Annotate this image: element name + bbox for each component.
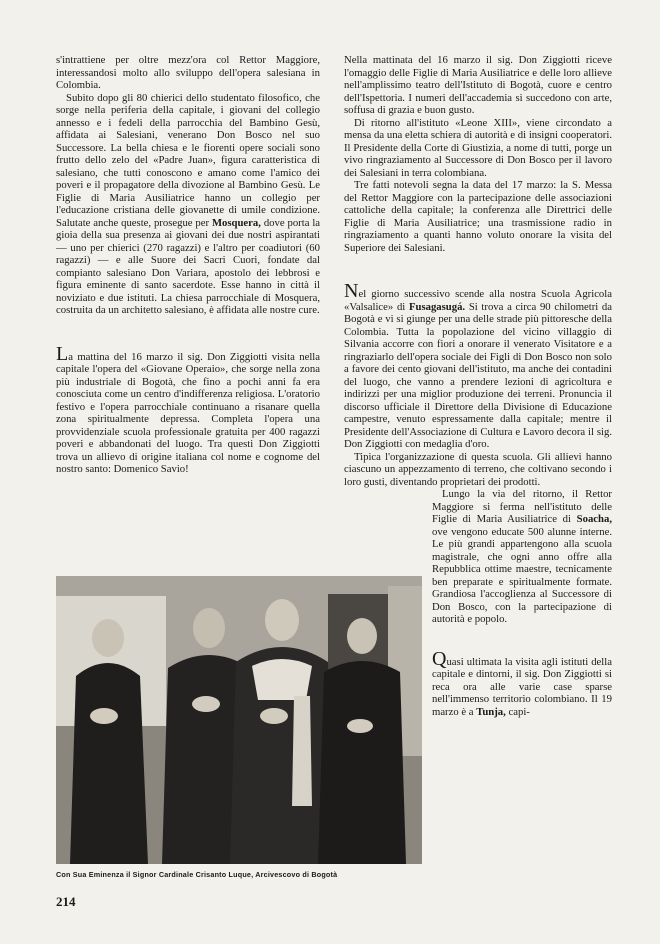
text: uasi ultimata la visita agli istituti della capitale e dintorni, il sig. Don Ziggiotti si reca ora alle varie case sparse nell'immenso territorio colombiano. Il 19 marzo è a [432,655,612,718]
paragraph: s'intrattiene per oltre mezz'ora col Rettor Maggiore, interessandosi molto allo sviluppo dell'opera salesiana in Colombia. [56,54,320,91]
text: capi- [508,705,530,718]
drop-cap: L [56,342,69,365]
text: Subito dopo gli 80 chierici dello studentato filosofico, che sorge nella periferia della capitale, i giovani del collegio annesso e i fedeli della parrocchia del Bambino Gesù, affidata ai Salesiani, venerano Don Bosco nel suo Successore. La bella chiesa e le fiorenti opere sociali sono frutto dello zelo del «Padre Juan», figura caratteristica di salesiano, che tutti conoscono e amano come l'amico dei poveri e il propagatore della divozione al Bambino Gesù. Le Figlie di Maria Ausiliatrice hanno un collegio per l'educazione cristiana delle giovanette di umile condizione. Salutate anche queste, prosegue per [56,91,320,229]
photo-illustration [56,576,422,864]
page-number: 214 [56,894,76,909]
paragraph: Tre fatti notevoli segna la data del 17 marzo: la S. Messa del Rettor Maggiore con la partecipazione delle associazioni cattoliche della capitale; la conferenza alle Direttrici delle Figlie di Maria Ausiliatrice; una trasmissione radio in ringraziamento a quanti hanno voluto onorare la visita del Superiore dei Salesiani. [344,179,612,254]
paragraph [56,92,320,317]
text: dove porta la gioia della sua presenza ai giovani dei due nostri aspirantati — uno per chierici (270 ragazzi) e l'altro per coadiutori (60 ragazzi) — e alle Suore dei Sacri Cuori, fondate dal compianto salesiano Don Variara, apostolo dei lebbrosi e figura eminente di santo sacerdote. Esse hanno in città il noviziato e due istituti. La chiesa parrocchiale di Mosquera, costruita da un architetto salesiano, è affidata alle nostre cure. [56,216,321,316]
photo-caption: Con Sua Eminenza il Signor Cardinale Crisanto Luque, Arcivescovo di Bogotà [56,870,338,879]
left-column [56,54,320,476]
paragraph [344,280,613,451]
paragraph: Nella mattinata del 16 marzo il sig. Don Ziggiotti riceve l'omaggio delle Figlie di Maria Ausiliatrice e delle loro allieve nell'amplissimo teatro dell'Istituto di Bogotà, cuore e centro dell'Ispettoria. I numeri dell'accademia si succedono con arte, soffusa di grazia e buon gusto. [344,54,612,116]
paragraph [432,647,612,719]
text: a mattina del 16 marzo il sig. Don Ziggiotti visita nella capitale l'opera del «Giovane Operaio», che sorge nella zona più industriale di Bogotà, che fino a pochi anni fa era conosciuta come un centro d'indifferenza religiosa. L'oratorio festivo e l'opera parrocchiale continuano a risanare quella zona spiritualmente depressa. Completa l'opera una provvidenziale scuola professionale gratuita per 400 ragazzi poveri e abbandonati del luogo. Tra questi Don Ziggiotti trova un allievo di origine italiana col nome e cognome del nostro santo: Domenico Savio! [56,350,320,475]
text: Lungo la via del ritorno, il Rettor Maggiore si ferma nell'istituto delle Figlie di Maria Ausiliatrice di [432,488,612,525]
paragraph [56,342,320,476]
wrapped-text [432,488,612,718]
group-photo [56,576,422,864]
paragraph: Di ritorno all'istituto «Leone XIII», viene circondato a mensa da una eletta schiera di autorità e di insigni cooperatori. Il Presidente della Corte di Giustizia, a nome di tutti, porge un vivo ringraziamento al Successore di Don Bosco per il lavoro dei Salesiani in terra colombiana. [344,116,612,179]
text: Si trova a circa 90 chilometri da Bogotà e vi si giunge per una delle strade più pittoresche della Colombia. Tutta la popolazione del vicino villaggio di Silvania accorre con fiori a onorare il venerato Visitatore e a ringraziarlo dell'opera sociale dei Figli di Don Bosco non solo a favore dei cento giovani dell'istituto, ma anche dei contadini del luogo, che vanno a prendere lezioni di agricoltura e indirizzi per una miglior produzione dei terreni. Pronuncia il discorso ufficiale il Direttore della Divisione di Educazione campestre, venuto espressamente dalla capitale; mentre il Presidente dell'Associazione di Cultura e Lavoro decora il sig. Don Ziggiotti con medaglia d'oro. [344,300,613,450]
drop-cap: N [344,280,359,302]
paragraph: Tipica l'organizzazione di questa scuola. Gli allievi hanno ciascuno un appezzamento di terreno, che coltivano secondo i loro gusti, diventando proprietari dei prodotti. [344,450,612,488]
text: ove vengono educate 500 alunne interne. Le più grandi appartengono alla scuola magistrale, che ogni anno offre alla Repubblica ottime maestre, tecnicamente ben preparate e spiritualmente formate. Grandiosa l'accoglienza al Successore di Don Bosco, con la partecipazione di autorità e popolo. [432,525,612,625]
paragraph [432,488,612,626]
drop-cap: Q [432,647,447,670]
place-name: Mosquera, [211,216,261,229]
place-name: Soacha, [576,513,613,525]
text: el giorno successivo scende alla nostra Scuola Agricola «Valsalice» di [344,288,612,313]
place-name: Fusagasugá. [408,300,466,313]
place-name: Tunja, [476,705,506,718]
